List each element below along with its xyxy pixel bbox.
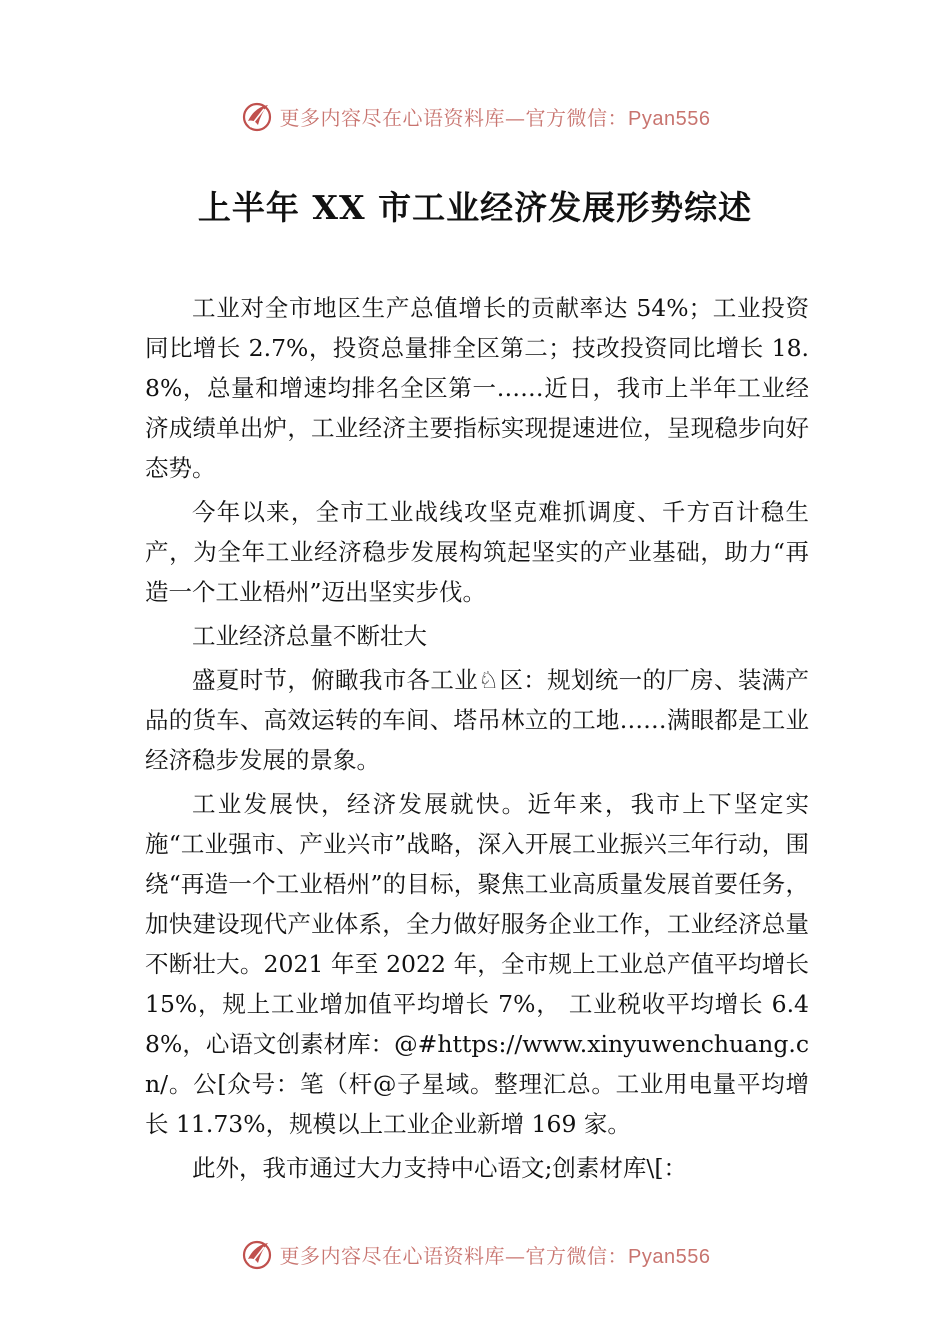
watermark-text: 更多内容尽在心语资料库—官方微信：Pyan556 bbox=[279, 105, 711, 130]
document-body bbox=[145, 288, 809, 1188]
paragraph-5: 此外，我市通过大力支持中心语文;创素材库\[： bbox=[192, 1154, 688, 1182]
paragraph-1: 工业对全市地区生产总值增长的贡献率达 54%；工业投资同比增长 2.7%，投资总量排全区第二；技改投资同比增长 18.8%，总量和增速均排名全区第一……近日，我市上半年工业经济成绩单出炉，工业经济主要指标实现提速进位，呈现稳步向好态势。 bbox=[145, 294, 809, 482]
paragraph-4: 工业发展快，经济发展就快。近年来，我市上下坚定实施“工业强市、产业兴市”战略，深入开展工业振兴三年行动，围绕“再造一个工业梧州”的目标，聚焦工业高质量发展首要任务，加快建设现代产业体系，全力做好服务企业工作，工业经济总量不断壮大。2021 年至 2022 年，全市规上工业总产值平均增长 15%，规上工业增加值平均增长 7%， 工业税收平均增长 6.48%，心语文创素材库：@#https://www.xinyuwenchuang.cn/。公[众号：笔（杆@子星域。整理汇总。工业用电量平均增长 11.73%，规模以上工业企业新增 169 家。 bbox=[145, 790, 809, 1138]
watermark-footer bbox=[0, 1234, 950, 1274]
document-title: 上半年 XX 市工业经济发展形势综述 bbox=[197, 188, 753, 227]
watermark-header bbox=[0, 96, 950, 136]
paragraph-2: 今年以来，全市工业战线攻坚克难抓调度、千方百计稳生产，为全年工业经济稳步发展构筑起坚实的产业基础，助力“再造一个工业梧州”迈出坚实步伐。 bbox=[145, 498, 809, 606]
paragraph-3: 盛夏时节，俯瞰我市各工业♘区：规划统一的厂房、装满产品的货车、高效运转的车间、塔吊林立的工地……满眼都是工业经济稳步发展的景象。 bbox=[145, 666, 809, 774]
watermark-text: 更多内容尽在心语资料库—官方微信：Pyan556 bbox=[279, 1243, 711, 1268]
brand-logo-icon bbox=[240, 1237, 274, 1271]
brand-logo-icon bbox=[240, 99, 274, 133]
section-heading: 工业经济总量不断壮大 bbox=[192, 622, 427, 650]
